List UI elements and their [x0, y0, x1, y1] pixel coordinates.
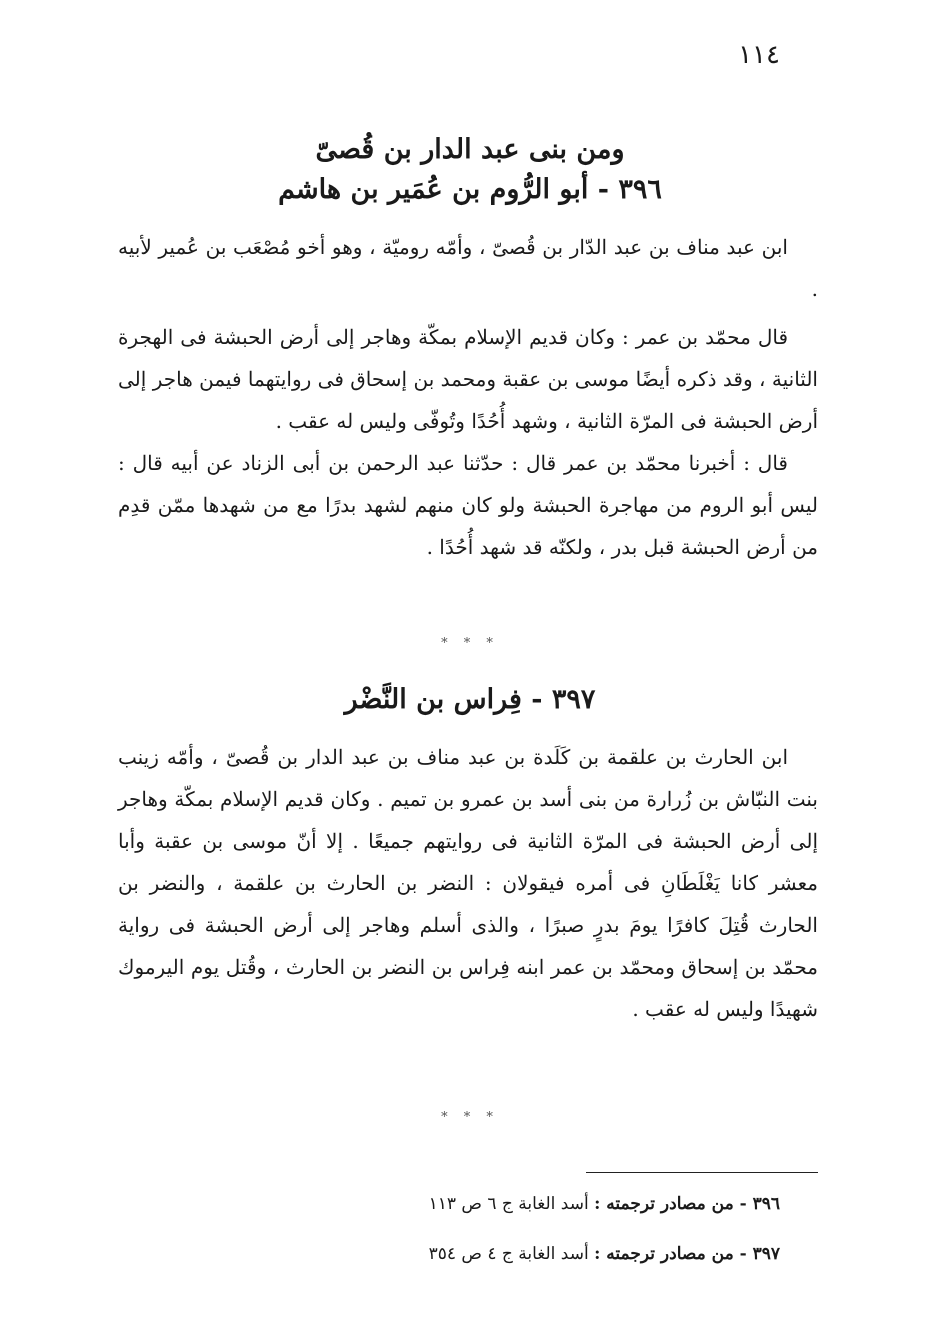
- footnote-text: أسد الغابة ج ٦ ص ١١٣: [428, 1194, 589, 1214]
- footnote-label: ٣٩٧ - من مصادر ترجمته :: [594, 1244, 780, 1264]
- entry-heading-396: ٣٩٦ - أبو الرُّوم بن عُمَير بن هاشم: [278, 174, 662, 205]
- paragraph: قال محمّد بن عمر : وكان قديم الإسلام بمكّة وهاجر إلى أرض الحبشة فى الهجرة الثانية ، وقد ذكره أيضًا موسى بن عقبة ومحمد بن إسحاق فى روايتهما فيمن هاجر إلى أرض الحبشة فى المرّة الثانية ، وشهد أُحُدًا وتُوفّى وليس له عقب .: [118, 325, 818, 433]
- footnote-text: أسد الغابة ج ٤ ص ٣٥٤: [428, 1244, 589, 1264]
- footnote-396: [429, 1190, 780, 1218]
- paragraph: ابن الحارث بن علقمة بن كَلَدة بن عبد مناف بن عبد الدار بن قُصىّ ، وأمّه زينب بنت النبّاش بن زُرارة من بنى أسد بن عمرو بن تميم . وكان قديم الإسلام بمكّة وهاجر إلى أرض الحبشة فى المرّة الثانية فى روايتهم جميعًا . إلا أنّ موسى بن عقبة وأبا معشر كانا يَغْلَطَانِ فى أمره فيقولان : النضر بن الحارث بن علقمة ، والنضر بن الحارث قُتِلَ كافرًا يومَ بدرٍ صبرًا ، والذى أسلم وهاجر إلى أرض الحبشة فى رواية محمّد بن إسحاق ومحمّد بن عمر ابنه فِراس بن النضر بن الحارث ، وقُتل يوم اليرموك شهيدًا وليس له عقب .: [118, 745, 818, 1021]
- footnote-397: [429, 1240, 780, 1268]
- section-title: ومن بنى عبد الدار بن قُصىّ: [315, 134, 625, 165]
- paragraph: قال : أخبرنا محمّد بن عمر قال : حدّثنا عبد الرحمن بن أبى الزناد عن أبيه قال : ليس أبو الروم من مهاجرة الحبشة ولو كان منهم لشهد بدرًا مع من شهدها ممّن قدِم من أرض الحبشة قبل بدر ، ولكنّه قد شهد أُحُدًا .: [118, 451, 818, 559]
- section-separator: * * *: [441, 1110, 499, 1125]
- footnote-label: ٣٩٦ - من مصادر ترجمته :: [594, 1194, 780, 1214]
- paragraph: ابن عبد مناف بن عبد الدّار بن قُصىّ ، وأمّه روميّة ، وهو أخو مُصْعَب بن عُمير لأبيه .: [118, 235, 818, 301]
- entry-heading-397: ٣٩٧ - فِراس بن النَّضْر: [344, 684, 596, 715]
- entry-body-396: [118, 226, 818, 568]
- page-number: ١١٤: [738, 40, 780, 70]
- section-separator: * * *: [441, 636, 499, 651]
- entry-body-397: [118, 736, 818, 1030]
- footnote-divider: [586, 1172, 818, 1173]
